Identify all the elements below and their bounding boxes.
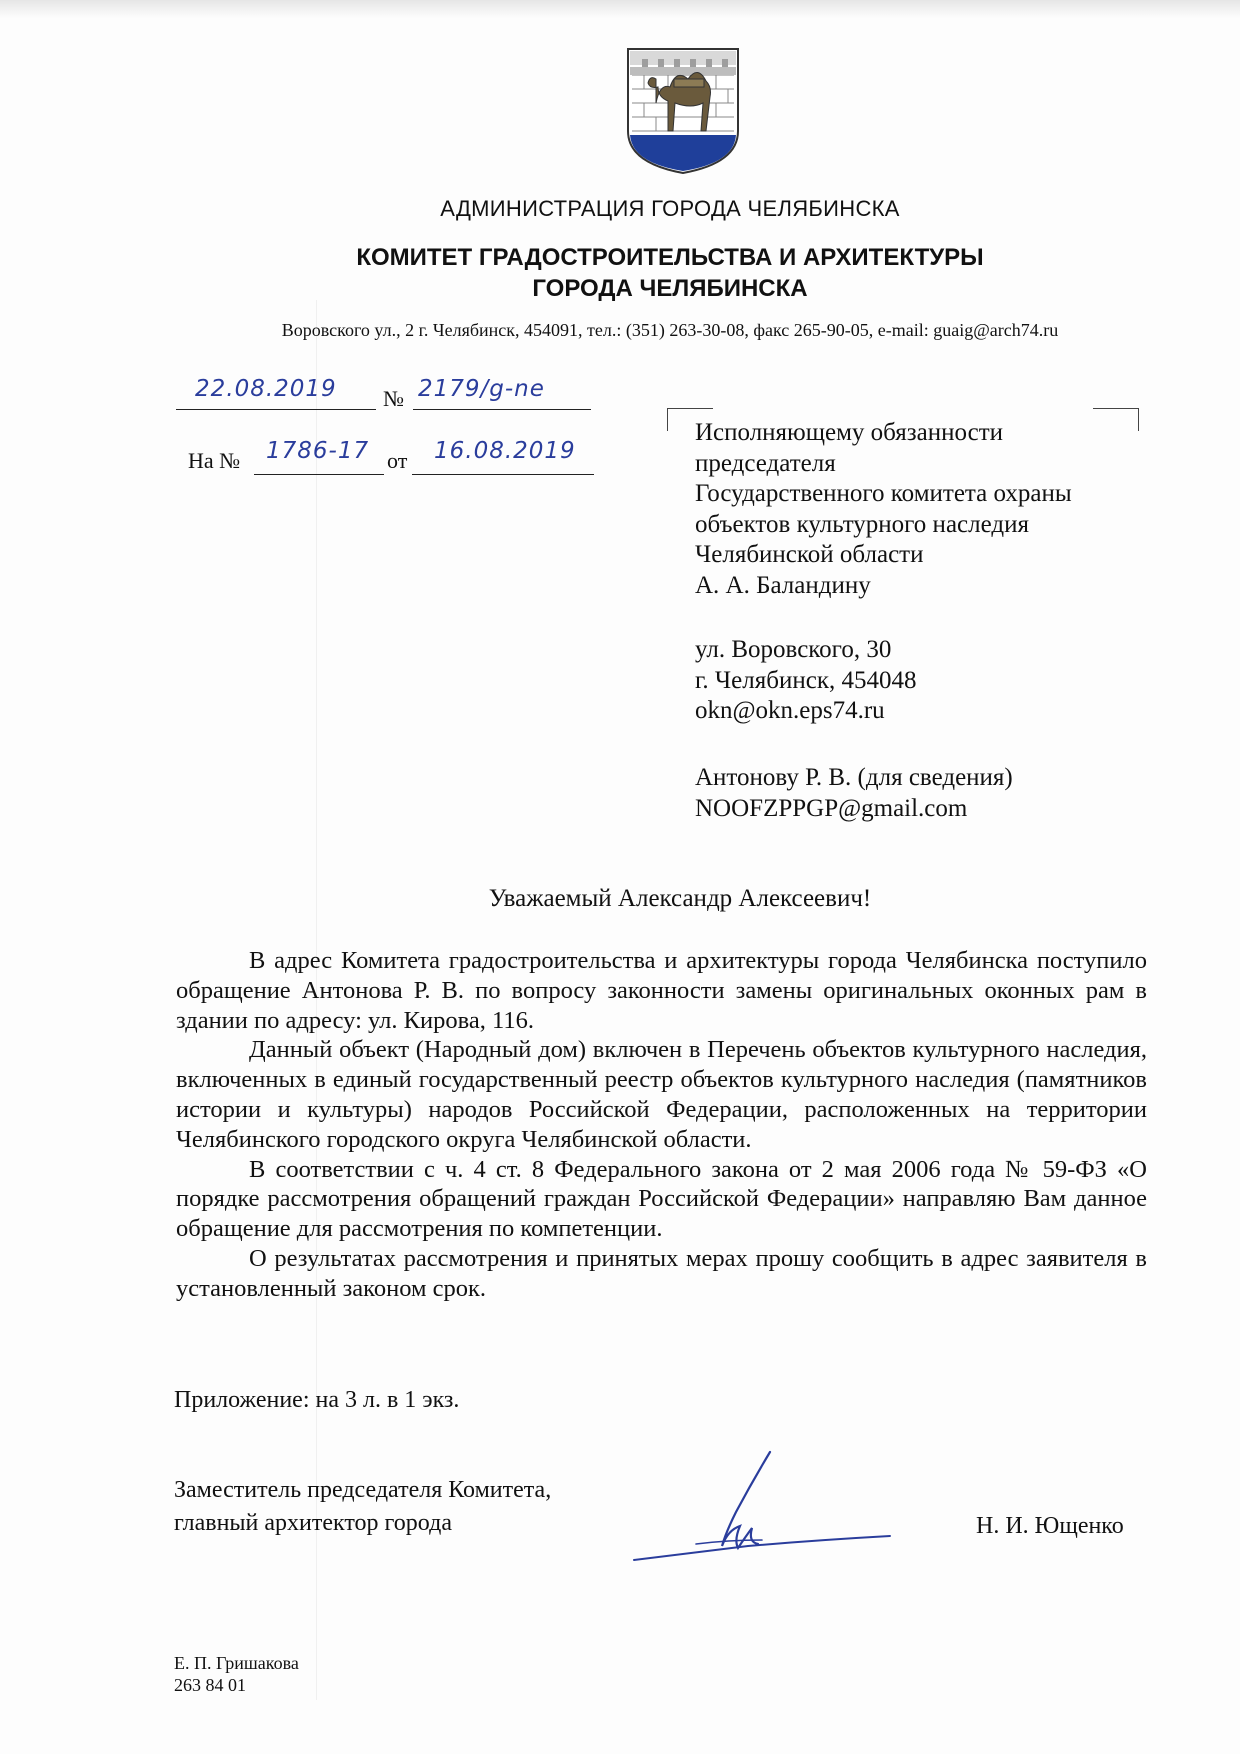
addressee-email: okn@okn.eps74.ru — [695, 697, 885, 724]
number-underline — [413, 409, 591, 410]
addressee-address — [695, 635, 916, 727]
executor-phone: 263 84 01 — [174, 1675, 246, 1695]
scan-edge — [0, 0, 1240, 18]
body-paragraph: Данный объект (Народный дом) включен в Перечень объектов культурного наследия, включенных в единый государственный реестр объектов культурного наследия (памятников истории и культуры) народов Российской Федерации, расположенных на территории Челябинского городского округа Челябинской области. — [176, 1036, 1147, 1153]
enclosure-note: Приложение: на 3 л. в 1 экз. — [174, 1387, 460, 1413]
addressee-line: председателя — [695, 449, 836, 477]
addressee-line: Исполняющему обязанности — [695, 419, 1003, 446]
handwritten-signature — [628, 1448, 918, 1578]
outgoing-number: 2179/g-ne — [418, 376, 545, 402]
body-paragraph: В адрес Комитета градостроительства и архитектуры города Челябинска поступило обращение Антонова Р. В. по вопросу законности замены оригинальных оконных рам в здании по адресу: ул. Кирова, 116. — [176, 947, 1147, 1034]
outgoing-date: 22.08.2019 — [195, 376, 337, 402]
date-underline — [176, 409, 376, 410]
body-paragraph: О результатах рассмотрения и принятых мерах прошу сообщить в адрес заявителя в установленный законом срок. — [176, 1244, 1147, 1302]
copy-recipient-email: NOOFZPPGP@gmail.com — [695, 794, 968, 822]
executor-name: Е. П. Гришакова — [174, 1653, 299, 1673]
committee-name-line2: ГОРОДА ЧЕЛЯБИНСКА — [532, 275, 808, 302]
addressee-line: Челябинской области — [695, 541, 924, 568]
committee-address: Воровского ул., 2 г. Челябинск, 454091, тел.: (351) 263-30-08, факс 265-90-05, e-mail: guaig@arch74.ru — [281, 320, 1059, 340]
addressee-address-line: г. Челябинск, 454048 — [695, 666, 917, 694]
reply-from-label: от — [387, 448, 408, 473]
reply-number-label: На № — [188, 448, 241, 473]
addressee-line: Государственного комитета охраны — [695, 480, 1072, 507]
addressee-line: объектов культурного наследия — [695, 510, 1029, 538]
signatory-position — [174, 1474, 551, 1540]
reply-number: 1786-17 — [266, 438, 370, 464]
copy-recipient — [695, 763, 1013, 824]
addressee-corner-right — [1093, 408, 1139, 431]
copy-recipient-name: Антонову Р. В. (для сведения) — [695, 764, 1013, 791]
committee-name-line1: КОМИТЕТ ГРАДОСТРОИТЕЛЬСТВА И АРХИТЕКТУРЫ — [356, 244, 984, 271]
body-paragraph: В соответствии с ч. 4 ст. 8 Федерального закона от 2 мая 2006 года № 59-ФЗ «О порядке рассмотрения обращений граждан Российской Федерации» направляю Вам данное обращение для рассмотрения по компетенции. — [176, 1155, 1147, 1243]
addressee-line: А. А. Баландину — [695, 571, 871, 599]
chelyabinsk-coat-of-arms-icon — [622, 45, 744, 175]
executor-block — [174, 1652, 299, 1696]
committee-name — [0, 242, 1240, 304]
reply-date-underline — [412, 474, 594, 475]
signatory-name: Н. И. Ющенко — [976, 1513, 1124, 1539]
signatory-position-line1: Заместитель председателя Комитета, — [174, 1477, 552, 1503]
reply-date: 16.08.2019 — [434, 438, 576, 464]
addressee-block — [695, 418, 1072, 601]
administration-name: АДМИНИСТРАЦИЯ ГОРОДА ЧЕЛЯБИНСКА — [440, 196, 900, 221]
salutation: Уважаемый Александр Алексеевич! — [488, 885, 872, 912]
number-sign: № — [383, 386, 404, 411]
letter-body — [176, 946, 1147, 1304]
reply-number-underline — [254, 474, 384, 475]
addressee-address-line: ул. Воровского, 30 — [695, 636, 892, 663]
signatory-position-line2: главный архитектор города — [174, 1510, 452, 1536]
